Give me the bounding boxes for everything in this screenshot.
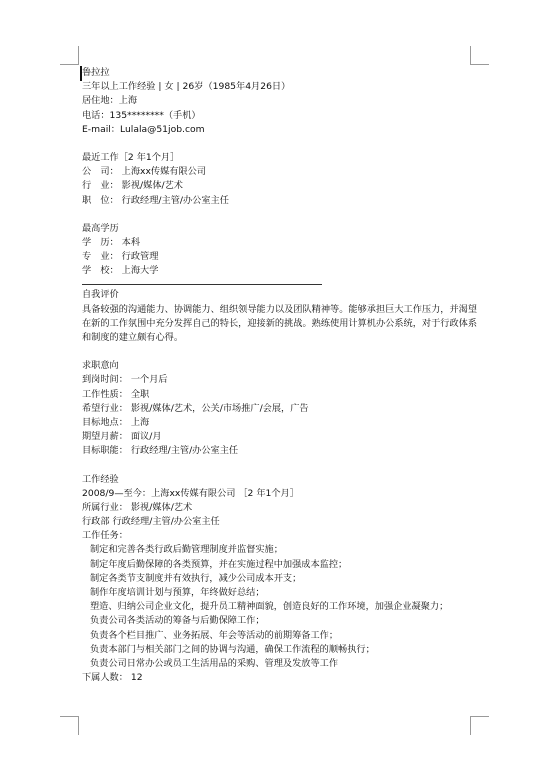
subordinates-count: 下属人数： 12 xyxy=(82,672,143,684)
task-item: 负责公司各类活动的筹备与后勤保障工作； xyxy=(90,615,265,627)
job-intention-location: 目标地点： 上海 xyxy=(82,416,150,428)
experience-period: 2008/9—至今：上海xx传媒有限公司 ［2 年1个月］ xyxy=(82,487,299,499)
recent-job-position: 职 位： 行政经理/主管/办公室主任 xyxy=(82,194,229,206)
education-heading: 最高学历 xyxy=(82,222,119,234)
task-item: 负责各个栏目推广、业务拓展、年会等活动的前期筹备工作； xyxy=(90,629,339,641)
crop-mark-bottom-right xyxy=(470,716,489,735)
self-eval-text: 具备较强的沟通能力、协调能力、组织领导能力以及团队精神等。能够承担巨大工作压力，并渴望在新的工作氛围中充分发挥自己的特长，迎接新的挑战。熟练使用计算机办公系统，对于行政体系和制度的建立颇有心得。 xyxy=(82,303,478,344)
tasks-heading: 工作任务： xyxy=(82,530,128,542)
job-intention-type: 工作性质： 全职 xyxy=(82,388,150,400)
task-item: 负责本部门与相关部门之间的协调与沟通，确保工作流程的顺畅执行； xyxy=(90,643,375,655)
phone: 电话：135********（手机） xyxy=(82,109,201,121)
candidate-summary: 三年以上工作经验 | 女 | 26岁（1985年4月26日） xyxy=(82,81,291,93)
task-item: 制定各类节支制度并有效执行，减少公司成本开支； xyxy=(90,572,302,584)
task-item: 制定年度后勤保障的各类预算，并在实施过程中加强成本监控； xyxy=(90,558,348,570)
resume-document[interactable] xyxy=(82,66,482,685)
email: E-mail：Lulala@51job.com xyxy=(82,123,205,135)
education-degree: 学 历： 本科 xyxy=(82,236,141,248)
job-intention-function: 目标职能： 行政经理/主管/办公室主任 xyxy=(82,445,239,457)
residence: 居住地：上海 xyxy=(82,95,138,107)
recent-job-heading: 最近工作［2 年1个月］ xyxy=(82,151,180,163)
recent-job-company: 公 司： 上海xx传媒有限公司 xyxy=(82,166,207,178)
job-intention-industry: 希望行业： 影视/媒体/艺术，公关/市场推广/会展，广告 xyxy=(82,402,309,414)
education-major: 专 业： 行政管理 xyxy=(82,251,159,263)
section-divider xyxy=(82,284,322,285)
task-item: 制定和完善各类行政后勤管理制度并监督实施； xyxy=(90,544,283,556)
experience-industry: 所属行业： 影视/媒体/艺术 xyxy=(82,501,193,513)
experience-heading: 工作经验 xyxy=(82,473,119,485)
education-school: 学 校： 上海大学 xyxy=(82,265,159,277)
job-intention-heading: 求职意向 xyxy=(82,360,119,372)
task-item: 塑造、归纳公司企业文化，提升员工精神面貌，创造良好的工作环境，加强企业凝聚力； xyxy=(90,601,449,613)
crop-mark-top-left xyxy=(60,46,79,65)
recent-job-industry: 行 业： 影视/媒体/艺术 xyxy=(82,180,183,192)
job-intention-arrival: 到岗时间： 一个月后 xyxy=(82,374,168,386)
job-intention-salary: 期望月薪： 面议/月 xyxy=(82,431,162,443)
crop-mark-top-right xyxy=(470,46,489,65)
self-eval-heading: 自我评价 xyxy=(82,289,119,301)
experience-dept: 行政部 行政经理/主管/办公室主任 xyxy=(82,516,220,528)
task-item: 负责公司日常办公或员工生活用品的采购、管理及发放等工作 xyxy=(90,657,339,669)
candidate-name: 鲁拉拉 xyxy=(82,67,110,78)
crop-mark-bottom-left xyxy=(60,716,79,735)
task-item: 制作年度培训计划与预算，年终做好总结； xyxy=(90,587,265,599)
